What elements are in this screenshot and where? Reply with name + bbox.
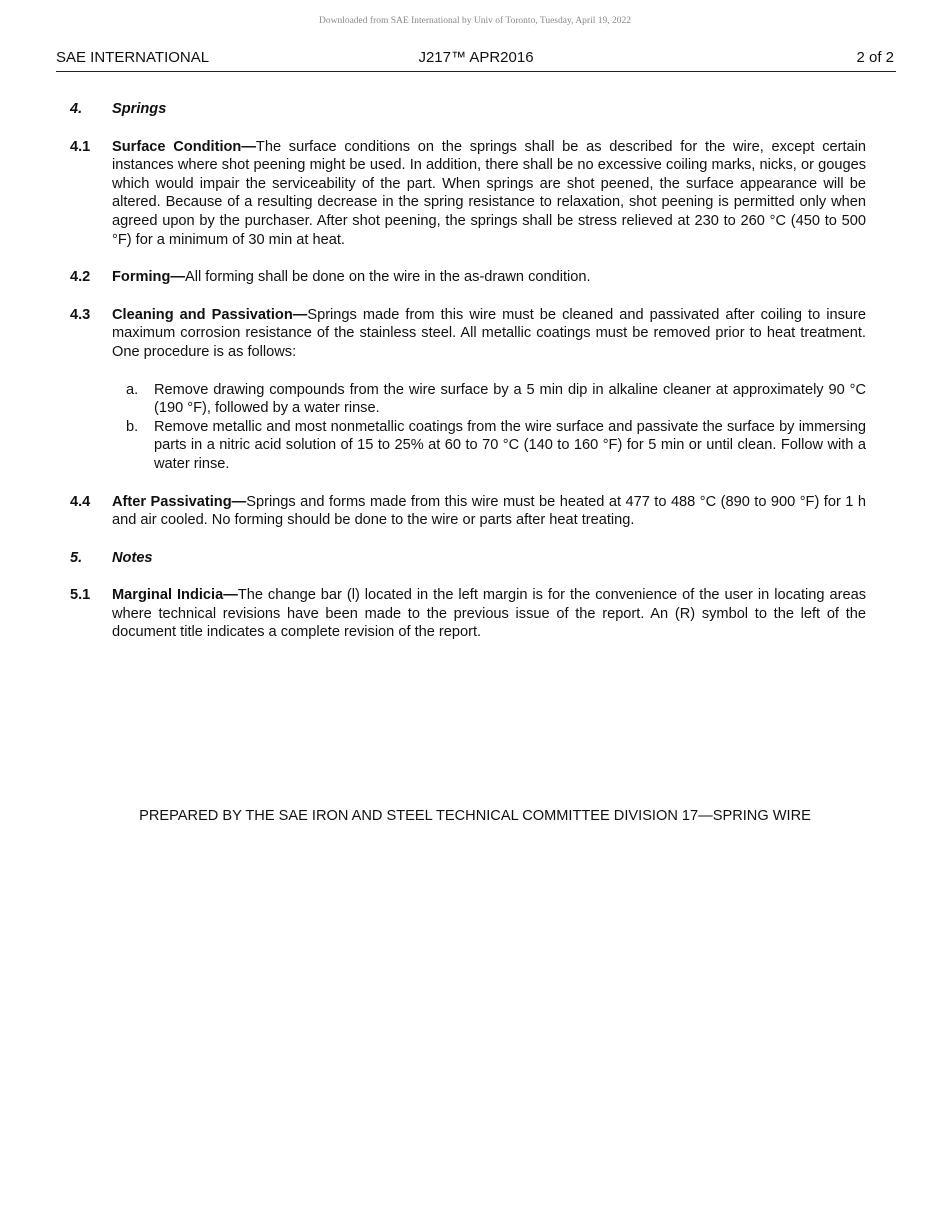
paragraph-text: All forming shall be done on the wire in the as-drawn condition. [184, 269, 591, 286]
section-paragraph [112, 586, 866, 642]
paragraph-text: The surface conditions on the springs shall be as described for the wire, except certain instances where shot peening might be used. In addition, there shall be no excessive coiling marks, nicks, or gouges which would impair the serviceability of the part. When springs are shot peened, the surface appearance will be altered. Because of a resulting decrease in the spring resistance to relaxation, shot peening is permitted only when agreed upon by the purchaser. After shot peening, the springs shall be stress relieved at 230 to 260 °C (450 to 500 °F) for a minimum of 30 min at heat. [112, 138, 866, 248]
section-number: 4.2 [70, 269, 91, 286]
section-number: 4. [70, 101, 83, 117]
paragraph-text: Springs made from this wire must be cleaned and passivated after coiling to insure maximum corrosion resistance of the stainless steel. All metallic coatings must be removed prior to heat treatment. One procedure is as follows: [112, 306, 866, 360]
section-number: 5. [70, 549, 83, 566]
header-page-number: 2 of 2 [856, 49, 894, 66]
paragraph-lead: After Passivating— [112, 493, 247, 510]
procedure-list [70, 381, 866, 474]
section-number: 4.3 [70, 306, 91, 323]
section-number: 4.4 [70, 493, 91, 510]
paragraph-lead: Cleaning and Passivation— [112, 306, 308, 323]
page-header [56, 49, 896, 72]
section-4-3 [70, 306, 866, 362]
list-item [126, 381, 866, 418]
header-org: SAE INTERNATIONAL [56, 49, 210, 66]
section-4-1 [70, 138, 866, 250]
paragraph-text: Springs and forms made from this wire must be heated at 477 to 488 °C (890 to 900 °F) for 1 h and air cooled. No forming should be done to the wire or parts after heat treating. [112, 493, 866, 529]
section-title: Notes [112, 549, 153, 566]
section-4-2 [70, 268, 866, 287]
section-paragraph [112, 306, 866, 362]
section-5-1 [70, 586, 866, 642]
section-4-heading [70, 100, 866, 119]
section-paragraph [112, 268, 866, 287]
prepared-by-note: PREPARED BY THE SAE IRON AND STEEL TECHNICAL COMMITTEE DIVISION 17—SPRING WIRE [139, 808, 811, 824]
section-number: 5.1 [70, 587, 91, 604]
section-number: 4.1 [70, 138, 91, 155]
section-paragraph [112, 493, 866, 530]
list-item-text: Remove drawing compounds from the wire surface by a 5 min dip in alkaline cleaner at approximately 90 °C (190 °F), followed by a water rinse. [154, 381, 866, 417]
list-item-text: Remove metallic and most nonmetallic coatings from the wire surface and passivate the surface by immersing parts in a nitric acid solution of 15 to 25% at 60 to 70 °C (140 to 160 °F) for 5 min or until clean. Follow with a water rinse. [154, 418, 866, 472]
list-item-letter: b. [126, 418, 139, 435]
document-body [70, 100, 866, 642]
section-5-heading [70, 549, 866, 568]
list-item [126, 418, 866, 474]
paragraph-lead: Surface Condition— [112, 138, 256, 155]
section-4-4 [70, 493, 866, 530]
paragraph-lead: Forming— [112, 269, 185, 286]
section-paragraph [112, 138, 866, 250]
download-watermark: Downloaded from SAE International by Univ of Toronto, Tuesday, April 19, 2022 [318, 16, 631, 26]
paragraph-lead: Marginal Indicia— [112, 587, 238, 604]
paragraph-text: The change bar (l) located in the left margin is for the convenience of the user in locating areas where technical revisions have been made to the previous issue of the report. An (R) symbol to the left of the document title indicates a complete revision of the report. [112, 587, 866, 641]
section-title: Springs [112, 101, 167, 117]
header-doc-id: J217™ APR2016 [418, 49, 534, 66]
list-item-letter: a. [126, 381, 139, 398]
